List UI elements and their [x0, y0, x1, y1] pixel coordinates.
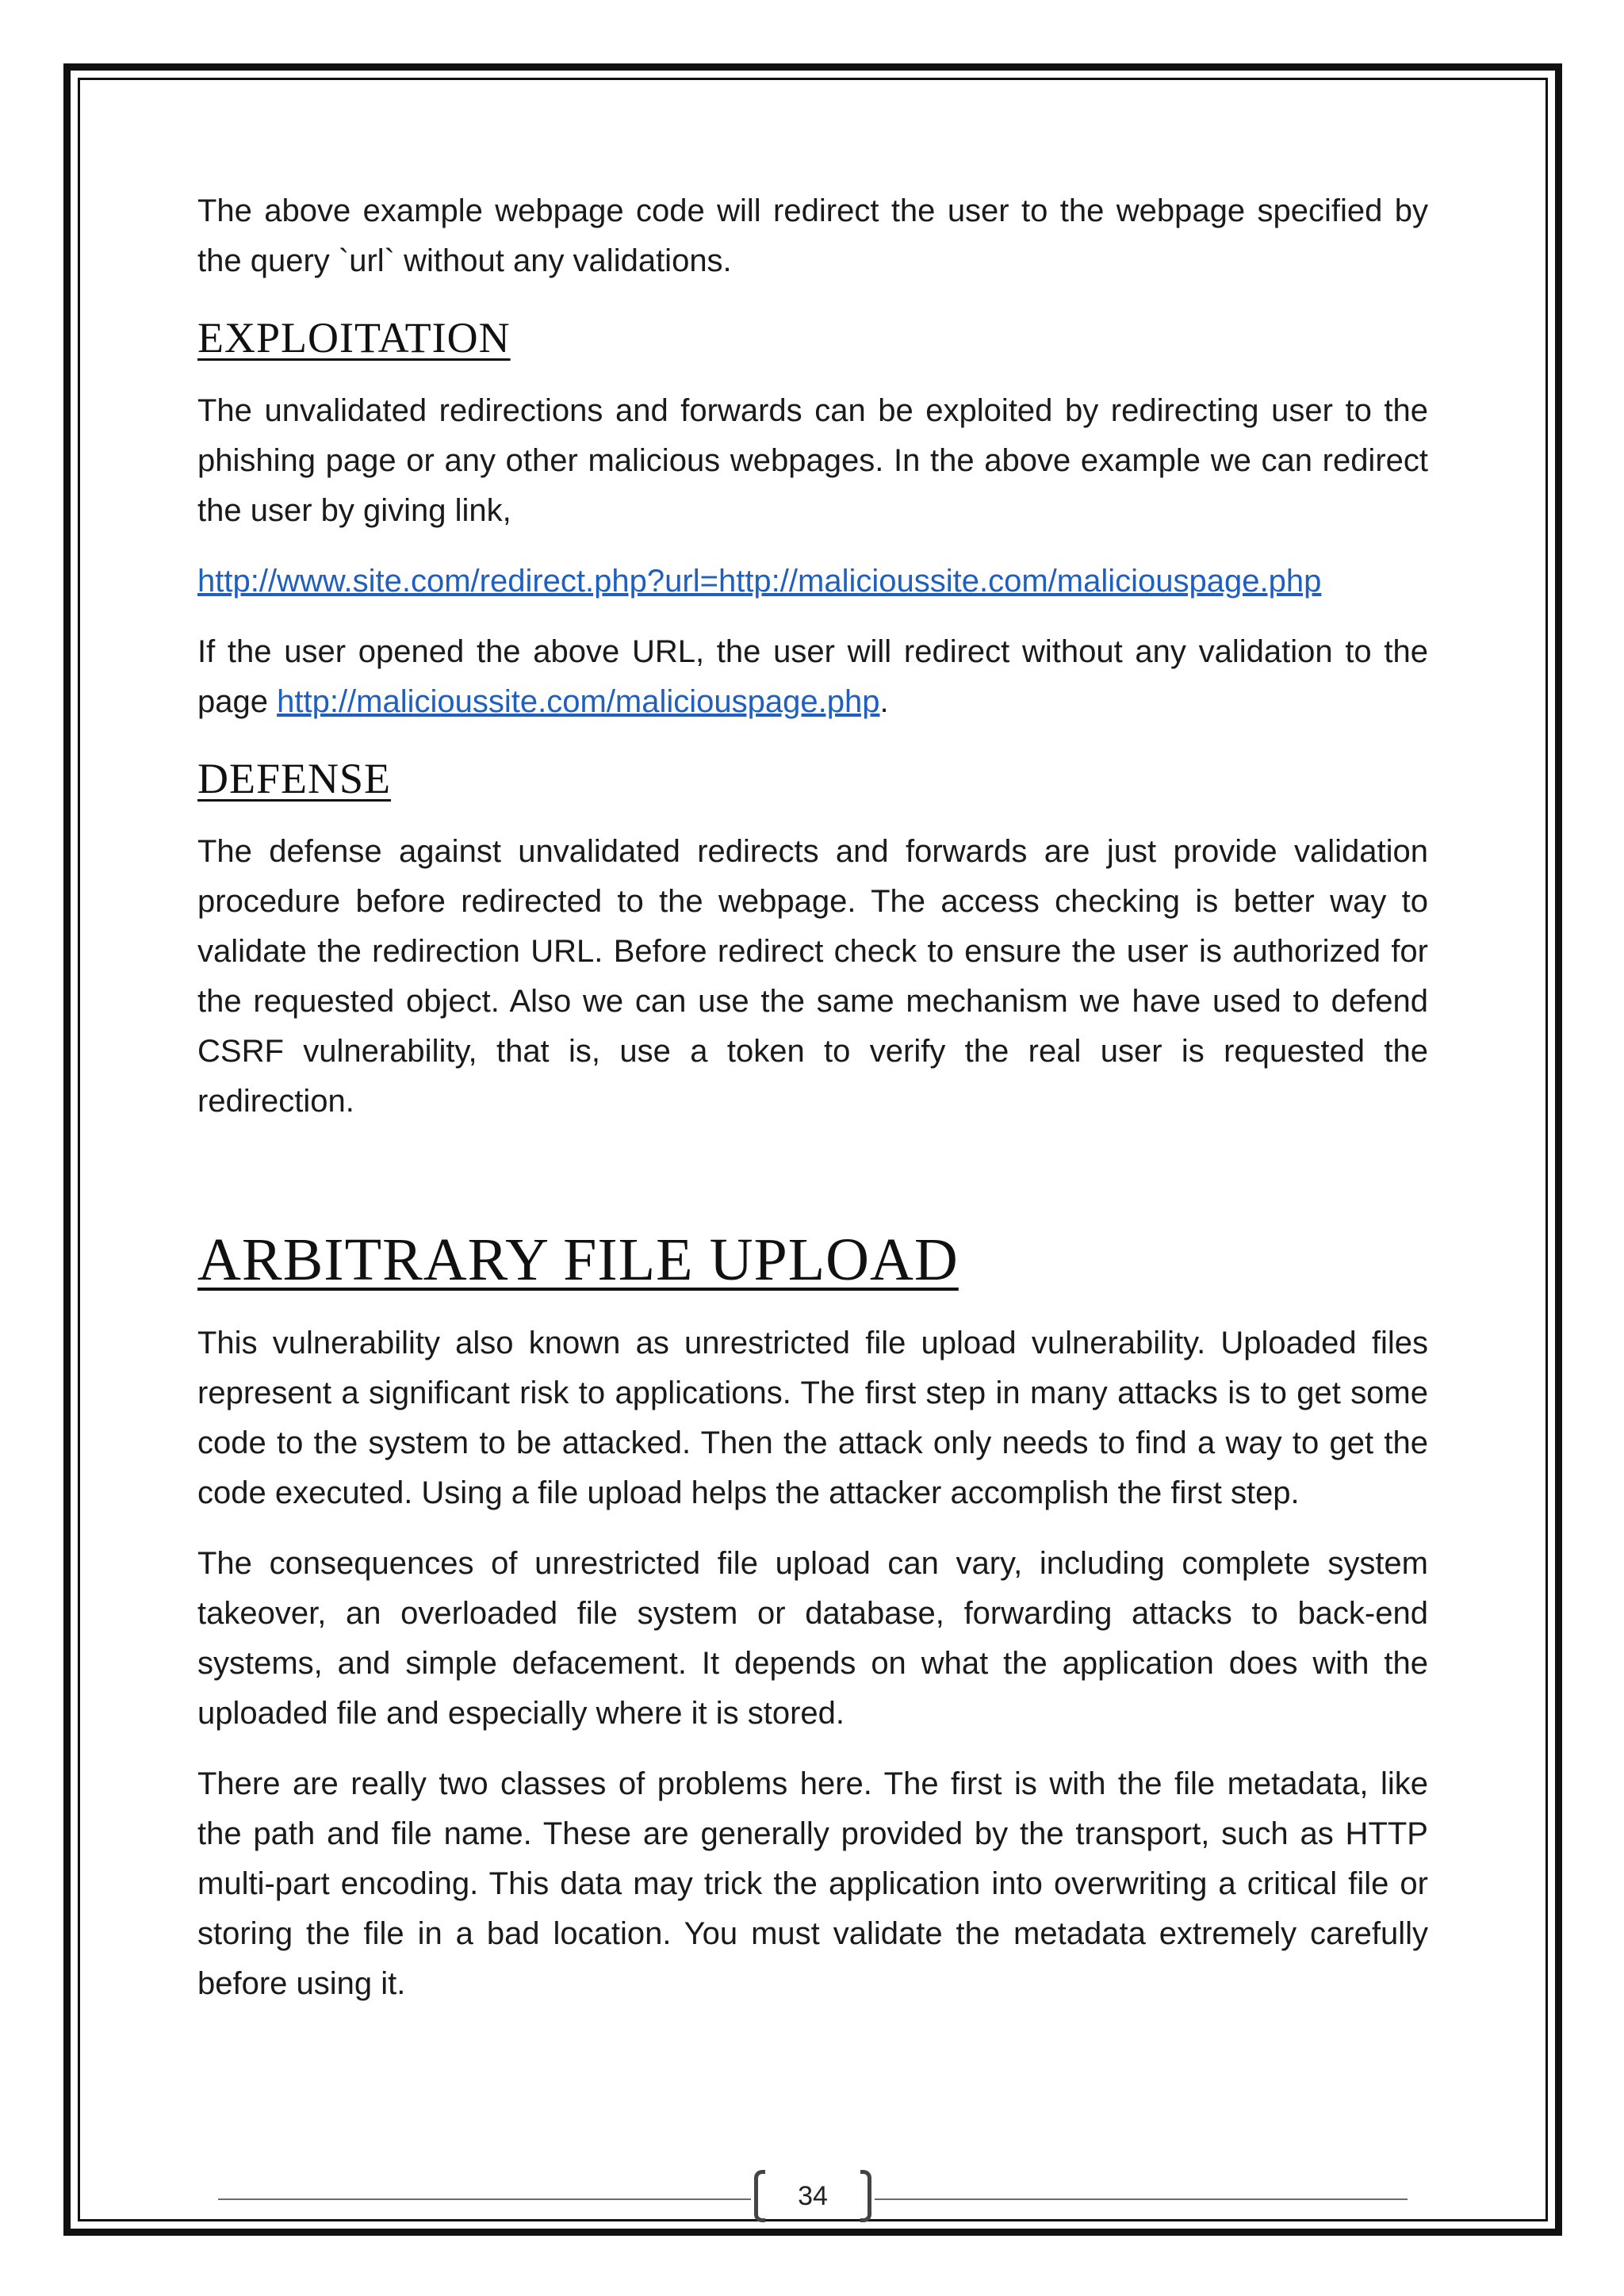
file-upload-paragraph-1: This vulnerability also known as unrestricted file upload vulnerability. Uploaded files represent a significant risk to applications. The first step in many attacks is to get some code to the system to be attacked. Then the attack only needs to find a way to get the code executed. Using a file upload helps the attacker accomplish the first step. — [197, 1326, 1428, 1510]
exploitation-heading: EXPLOITATION — [197, 314, 511, 362]
footer-rule-left — [218, 2198, 751, 2200]
exploit-url-link[interactable]: http://www.site.com/redirect.php?url=http://malicioussite.com/maliciouspage.php — [197, 564, 1322, 599]
file-upload-paragraph-3: There are really two classes of problems here. The first is with the file metadata, like the path and file name. These are generally provided by the transport, such as HTTP multi-part encoding. This data may trick the application into overwriting a critical file or storing the file in a bad location. You must validate the metadata extremely carefully before using it. — [197, 1766, 1428, 2001]
page-content — [197, 186, 1428, 2009]
file-upload-heading: ARBITRARY FILE UPLOAD — [197, 1226, 959, 1293]
redirect-explanation-end: . — [879, 684, 889, 719]
redirect-explanation-text: If the user opened the above URL, the user will redirect without any validation to the page — [197, 634, 1428, 719]
right-brace-icon — [860, 2170, 871, 2222]
left-brace-icon — [754, 2170, 765, 2222]
page-number: 34 — [798, 2181, 828, 2211]
defense-heading: DEFENSE — [197, 755, 392, 802]
malicious-page-link[interactable]: http://malicioussite.com/maliciouspage.php — [277, 684, 880, 719]
exploit-url-line — [197, 557, 1428, 607]
exploitation-paragraph: The unvalidated redirections and forwards can be exploited by redirecting user to the phishing page or any other malicious webpages. In the above example we can redirect the user by giving link, — [197, 393, 1428, 528]
footer-rule-right — [875, 2198, 1408, 2200]
file-upload-paragraph-2: The consequences of unrestricted file upload can vary, including complete system takeover, an overloaded file system or database, forwarding attacks to back-end systems, and simple defacement. It depends on what the application does with the uploaded file and especially where it is stored. — [197, 1546, 1428, 1731]
intro-paragraph: The above example webpage code will redirect the user to the webpage specified by the query `url` without any validations. — [197, 193, 1428, 278]
redirect-explanation-paragraph — [197, 627, 1428, 727]
page-footer — [218, 2168, 1408, 2224]
defense-paragraph: The defense against unvalidated redirects and forwards are just provide validation procedure before redirected to the webpage. The access checking is better way to validate the redirection URL. Before redirect check to ensure the user is authorized for the requested object. Also we can use the same mechanism we have used to defend CSRF vulnerability, that is, use a token to verify the real user is requested the redirection. — [197, 834, 1428, 1119]
